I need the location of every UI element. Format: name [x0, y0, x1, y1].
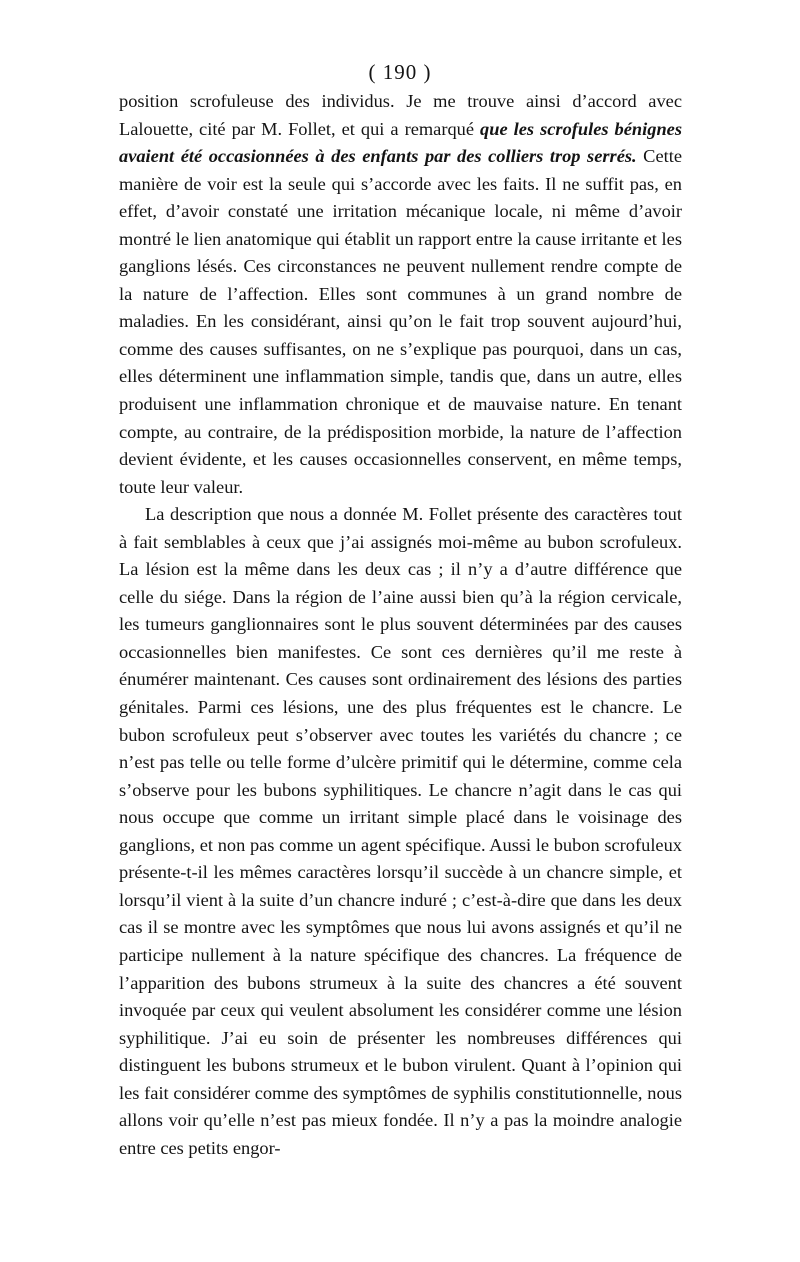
body-text: [119, 88, 682, 1162]
paragraph-1-italic-quote: que les scrofules bénignes avaient été occasionnées à des enfants par des colliers trop serrés.: [119, 118, 683, 167]
page-number: ( 190 ): [368, 60, 432, 84]
paragraph-1: [119, 88, 682, 501]
paragraph-1-text-1: position scrofuleuse des individus. Je me trouve ainsi d’accord avec Lalouette, cité par M. Follet, et qui a remarqué: [119, 91, 682, 139]
paragraph-2: [119, 501, 682, 1162]
paragraph-1-text-2: Cette manière de voir est la seule qui s’accorde avec les faits. Il ne suffit pas, en effet, d’avoir constaté une irritation mécanique locale, ni même d’avoir montré le lien anatomique qui établit un rapport entre la cause irritante et les ganglions lésés. Ces circonstances ne peuvent nullement rendre compte de la nature de l’affection. Elles sont communes à un grand nombre de maladies. En les considérant, ainsi qu’on le fait trop souvent aujourd’hui, comme des causes suffisantes, on ne s’explique pas pourquoi, dans un cas, elles déterminent une inflammation simple, tandis que, dans un autre, elles produisent une inflammation chronique et de mauvaise nature. En tenant compte, au contraire, de la prédisposition morbide, la nature de l’affection devient évidente, et les causes occasionnelles conservent, en même temps, toute leur valeur.: [119, 146, 682, 497]
paragraph-2-text: La description que nous a donnée M. Follet présente des caractères tout à fait semblables à ceux que j’ai assignés moi-même au bubon scrofuleux. La lésion est la même dans les deux cas ; il n’y a d’autre différence que celle du siége. Dans la région de l’aine aussi bien qu’à la région cervicale, les tumeurs ganglionnaires sont le plus souvent déterminées par des causes occasionnelles bien manifestes. Ce sont ces dernières qu’il me reste à énumérer maintenant. Ces causes sont ordinairement des lésions des parties génitales. Parmi ces lésions, une des plus fréquentes est le chancre. Le bubon scrofuleux peut s’observer avec toutes les variétés du chancre ; ce n’est pas telle ou telle forme d’ulcère primitif qui le détermine, comme cela s’observe pour les bubons syphilitiques. Le chancre n’agit dans le cas qui nous occupe que comme un irritant simple placé dans le voisinage des ganglions, et non pas comme un agent spécifique. Aussi le bubon scrofuleux présente-t-il les mêmes caractères lorsqu’il succède à un chancre simple, et lorsqu’il vient à la suite d’un chancre induré ; c’est-à-dire que dans les deux cas il se montre avec les symptômes que nous lui avons assignés et qu’il ne participe nullement à la nature spécifique des chancres. La fréquence de l’apparition des bubons strumeux à la suite des chancres a été souvent invoquée par ceux qui veulent absolument les considérer comme une lésion syphilitique. J’ai eu soin de présenter les nombreuses différences qui distinguent les bubons strumeux et le bubon virulent. Quant à l’opinion qui les fait considérer comme des symptômes de syphilis constitutionnelle, nous allons voir qu’elle n’est pas mieux fondée. Il n’y a pas la moindre analogie entre ces petits engor-: [119, 504, 682, 1158]
